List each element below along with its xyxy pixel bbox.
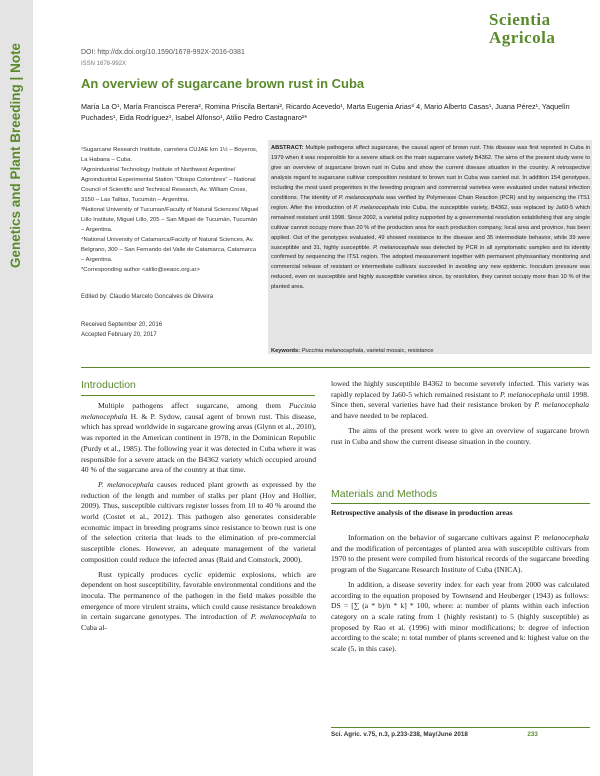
corresponding-author: *Corresponding author <atilio@eeaoc.org.ar> (81, 267, 200, 274)
logo-line-2: Agricola (489, 28, 556, 47)
abstract-part: was detected by PCR in all symptomatic samples and its identity confirmed by sequencing the ITS1 region. The adopted measurement together with permanent phytosanitary monitoring and commercial release of resistant or intermediate cultivars succeeded in avoiding any new epidemic. Inoculum pressure was reduced, even on susceptible and highly susceptible varieties since, by resolution, they cannot occupy more than 10 % of the planted area. (271, 244, 591, 291)
methods-heading-rule (331, 503, 590, 504)
paragraph: The aims of the present work were to give an overview of sugarcane brown rust in Cuba and show the current disease situation in the country. (331, 425, 589, 446)
footer-rule (331, 727, 590, 728)
text: until 1998. Since then, several varieties have had their resistance broken by (331, 389, 589, 410)
footer (331, 731, 538, 738)
logo-line-1: Scientia (489, 10, 551, 29)
divider (81, 367, 590, 368)
species-name: P. melanocephala (98, 479, 154, 489)
text: H. & P. Sydow, causal agent of brown rust. This disease, which has spread worldwide in sugarcane growing areas (Glynn et al., 2010), was reported in the American continent in 1978, in the Dominican Republic (Purdy et al., 1985). The following year it was detected in Cuba where it was responsible for a severe attack on the B4362 variety which occupied around 40 % of the sugarcane area of the country at that time. (81, 411, 316, 475)
affiliation-4: ⁴National University of Catamarca/Faculty of Natural Sciences, Av. Belgrano, 300 – San Fernando del Valle de Catamarca, Catamarca – Argentina. (81, 237, 257, 263)
text: lowed the highly susceptible B4362 to become severely infected. This variety was rapidly replaced by Ja60-5 which remained resistant to (331, 379, 589, 399)
paragraph (81, 480, 316, 566)
page-number: 233 (527, 731, 538, 738)
issn: ISSN 1678-992X (81, 61, 127, 67)
affiliation-2: ²Agroindustrial Technology Institute of Northwest Argentine/ Agroindustrial Experimental Station “Obispo Colombres” – National Council of Scientific and Technical Research, Av. William Cross, 3150 – Las Talitas, Tucumán – Argentina. (81, 167, 256, 203)
paragraph (331, 379, 589, 422)
intro-heading-rule (81, 395, 315, 396)
abstract-part: into Cuba, the susceptible variety, B4362, was replaced by Ja60-5 which remained resistant until 1998. Since 2002, a varietal policy supported by a governmental resolution establishing that any single cultivar cannot occupy more than 20 % of the production area for each production company, local area and province, has been applied. Out of the genotypes evaluated, 49 showed resistance to the disease and 35 intermediate behavior, while 39 were susceptible and 31, highly susceptible. (271, 204, 591, 251)
affiliation-3: ³National University of Tucuman/Faculty of Natural Sciences/ Miguel Lillo Institute, Miguel Lillo, 205 – San Miguel de Tucumán, Tucumán – Argentina. (81, 207, 259, 233)
species-name: P. melanocephala (500, 389, 554, 399)
keywords (271, 348, 590, 354)
abstract-label: ABSTRACT: (271, 145, 304, 151)
paragraph (81, 570, 316, 634)
paragraph: In addition, a disease severity index for each year from 2000 was calculated according to the equation proposed by Townsend and Heuberger (1943) as follows: DS = [∑ (a * b)/n * k] * 100, where: a: number of plants within each infection category on a scale rating from 1 (highly resistant) to 5 (highly susceptible) as proposed by Rao et al. (1996) with minor modifications; b: degree of infection according to the scale; n: total number of plants screened and k: highest value on the scale (5, in this case). (331, 579, 589, 654)
article-dates (81, 320, 162, 340)
abstract-part: was verified by Polymerase Chain Reaction (PCR) and by sequencing the ITS1 region. After the introduction of (271, 194, 590, 211)
side-band (0, 0, 33, 776)
paragraph (81, 401, 316, 476)
text: to Cuba al- (81, 612, 316, 633)
journal-logo (489, 11, 593, 47)
text: Information on the behavior of sugarcane cultivars against (348, 533, 535, 542)
text: causes reduced plant growth as expressed by the reduction of the length and number of stalks per plant (Hoy and Hollier, 2009). Thus, susceptible cultivars register losses from 10 to 40 % around the world (Costet et al., 2012). This pathogen also generates considerable economic impact in breeding programs since resistance to brown rust is one of the selection criteria that leads to the elimination of pre-commercial susceptible clones. However, an adequate management of the varietal composition could reduce the infected areas (Raid and Comstock, 2000). (81, 479, 316, 564)
methods-heading: Materials and Methods (331, 488, 438, 500)
species-name: P. melanocephala (373, 244, 419, 251)
received-date: Received September 20, 2016 (81, 322, 163, 328)
text: and have needed to be replaced. (331, 411, 428, 421)
keyword-species: Puccinia melanocephala (301, 348, 364, 354)
intro-column-2 (331, 379, 589, 447)
edited-by: Edited by: Claudio Marcelo Goncalves de Oliveira (81, 294, 214, 300)
species-name: Puccinia melanocephala (81, 401, 316, 421)
species-name: P. melanocephala (250, 612, 307, 622)
species-name: P. melanocephala (534, 400, 589, 410)
methods-column (331, 533, 589, 655)
methods-subheading: Retrospective analysis of the disease in production areas (331, 508, 513, 517)
article-title: An overview of sugarcane brown rust in Cuba (81, 76, 365, 91)
intro-heading: Introduction (81, 379, 136, 391)
keywords-label: Keywords: (271, 348, 301, 354)
text: and the modification of percentages of planted area with susceptible cultivars from 1970 to the present were compiled from historical records of the sugarcane breeding program of the Sugarcane Research Institute of Cuba (INICA). (331, 543, 589, 575)
keywords-rest: , varietal mosaic, resistance (363, 348, 434, 354)
abstract-text (271, 144, 590, 293)
doi-link[interactable]: DOI: http://dx.doi.org/10.1590/1678-992X-2016-0381 (81, 49, 245, 56)
affiliations (81, 146, 259, 277)
species-name: P. melanocephala (534, 533, 589, 542)
section-label: Genetics and Plant Breeding | Note (8, 42, 23, 268)
affiliation-1: ¹Sugarcane Research Institute, carretera CUJAE km 1½ – Boyeros, La Habana – Cuba. (81, 147, 258, 163)
accepted-date: Accepted February 20, 2017 (81, 332, 157, 338)
author-list: María La O¹, María Francisca Perera², Romina Priscila Bertani², Ricardo Acevedo¹, Marta Eugenia Arias³˙4, Mario Alberto Casas¹, Juana Pérez¹, Yaquelín Puchades¹, Eida Rodríguez¹, Isabel Alfonso¹, Atilio Pedro Castagnaro²* (81, 102, 570, 122)
text: Multiple pathogens affect sugarcane, among them (98, 401, 289, 410)
species-name: P. melanocephala (338, 194, 384, 201)
intro-column-1 (81, 401, 316, 634)
citation: Sci. Agric. v.75, n.3, p.233-238, May/June 2018 (331, 731, 468, 738)
text: Rust typically produces cyclic epidemic explosions, which are dependent on host susceptibility, favorable environmental conditions and the inocula. The permanence of the pathogen in the field makes possible the emergence of more virulent strains, which could cause resistance breakdown in certain sugarcane genotypes. The introduction of (81, 569, 316, 622)
species-name: P. melanocephala (353, 204, 399, 211)
paragraph (331, 533, 589, 576)
abstract-part: Multiple pathogens affect sugarcane, the causal agent of brown rust. This disease was first reported in Cuba in 1979 when it was responsible for a severe attack on the main sugarcane variety B4362. The aims of the present study were to give an overview of sugarcane brown rust in Cuba and show the current disease situation in the country. A retrospective analysis regard to sugarcane cultivar composition resistant to brown rust in Cuba was carried out. In addition 154 genotypes, including the most used progenitors in the breeding program and commercial varieties were evaluated under natural infection conditions. The identity of (271, 145, 590, 201)
